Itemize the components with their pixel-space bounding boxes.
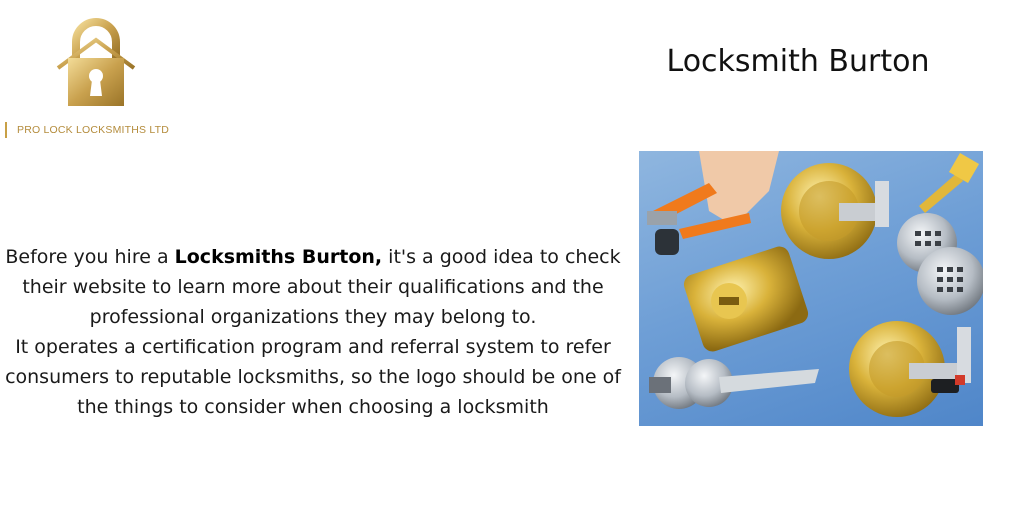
padlock-logo-icon <box>56 18 136 110</box>
locks-photo <box>639 151 983 426</box>
intro-bold: Locksmiths Burton, <box>174 246 383 268</box>
brand-name: PRO LOCK LOCKSMITHS LTD <box>17 124 170 136</box>
brand-divider <box>5 122 7 138</box>
second-paragraph: It operates a certification program and referral system to refer consumers to reputable locksmiths, so the logo should be one of the things to consider when choosing a locksmith <box>5 336 621 418</box>
body-text <box>0 242 626 422</box>
key-icon <box>919 173 963 213</box>
intro-before: Before you hire a <box>5 246 175 268</box>
page-title: Locksmith Burton <box>666 44 930 79</box>
intro-paragraph <box>0 242 626 332</box>
intro-after: it's a good idea to check their website to learn more about their qualifications and the professional organizations they may belong to. <box>22 246 621 328</box>
